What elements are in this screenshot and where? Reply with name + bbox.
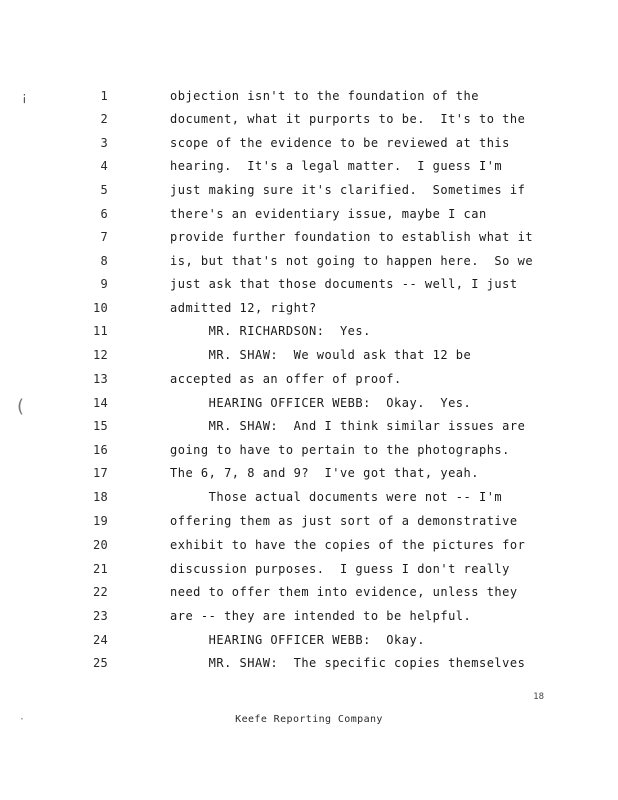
line-number: 6 (100, 207, 108, 221)
line-number: 13 (92, 372, 108, 386)
line-text: document, what it purports to be. It's to the (170, 112, 526, 126)
binding-hole-mark-icon: ¡ (22, 90, 27, 104)
line-number: 11 (92, 324, 108, 338)
line-text: Those actual documents were not -- I'm (170, 490, 503, 504)
footer-reporter-name: Keefe Reporting Company (235, 714, 383, 725)
line-number: 25 (92, 656, 108, 670)
line-number: 12 (92, 348, 108, 362)
line-text: are -- they are intended to be helpful. (170, 609, 472, 623)
line-text: discussion purposes. I guess I don't really (170, 562, 510, 576)
line-number: 10 (92, 301, 108, 315)
line-number: 3 (100, 136, 108, 150)
line-number: 9 (100, 277, 108, 291)
page-number: 18 (533, 692, 544, 702)
line-number: 18 (92, 490, 108, 504)
line-number: 21 (92, 562, 108, 576)
line-text: need to offer them into evidence, unless they (170, 585, 518, 599)
line-text: MR. SHAW: And I think similar issues are (170, 419, 526, 433)
line-number: 20 (92, 538, 108, 552)
line-number: 2 (100, 112, 108, 126)
line-number: 7 (100, 230, 108, 244)
line-text: just ask that those documents -- well, I just (170, 277, 518, 291)
line-text: admitted 12, right? (170, 301, 317, 315)
line-number: 8 (100, 254, 108, 268)
line-text: hearing. It's a legal matter. I guess I'm (170, 159, 503, 173)
line-text: objection isn't to the foundation of the (170, 89, 479, 103)
line-text: HEARING OFFICER WEBB: Okay. Yes. (170, 396, 472, 410)
line-text: HEARING OFFICER WEBB: Okay. (170, 633, 425, 647)
line-text: is, but that's not going to happen here. So we (170, 254, 534, 268)
line-text: provide further foundation to establish what it (170, 230, 534, 244)
line-number: 19 (92, 514, 108, 528)
line-text: MR. SHAW: The specific copies themselves (170, 656, 526, 670)
line-text: offering them as just sort of a demonstrative (170, 514, 518, 528)
line-text: MR. RICHARDSON: Yes. (170, 324, 371, 338)
line-number: 17 (92, 466, 108, 480)
line-number: 22 (92, 585, 108, 599)
line-text: scope of the evidence to be reviewed at this (170, 136, 510, 150)
line-number: 5 (100, 183, 108, 197)
line-text: going to have to pertain to the photographs. (170, 443, 510, 457)
line-text: The 6, 7, 8 and 9? I've got that, yeah. (170, 466, 479, 480)
line-text: there's an evidentiary issue, maybe I can (170, 207, 487, 221)
binding-hole-mark-icon: · (20, 712, 24, 726)
line-text: accepted as an offer of proof. (170, 372, 402, 386)
line-number: 4 (100, 159, 108, 173)
line-text: MR. SHAW: We would ask that 12 be (170, 348, 472, 362)
line-number: 23 (92, 609, 108, 623)
line-number: 15 (92, 419, 108, 433)
binding-hole-mark-icon: ( (17, 396, 25, 417)
line-number: 1 (100, 89, 108, 103)
line-number: 14 (92, 396, 108, 410)
line-text: exhibit to have the copies of the pictures for (170, 538, 526, 552)
line-number: 16 (92, 443, 108, 457)
line-text: just making sure it's clarified. Sometimes if (170, 183, 526, 197)
line-number: 24 (92, 633, 108, 647)
